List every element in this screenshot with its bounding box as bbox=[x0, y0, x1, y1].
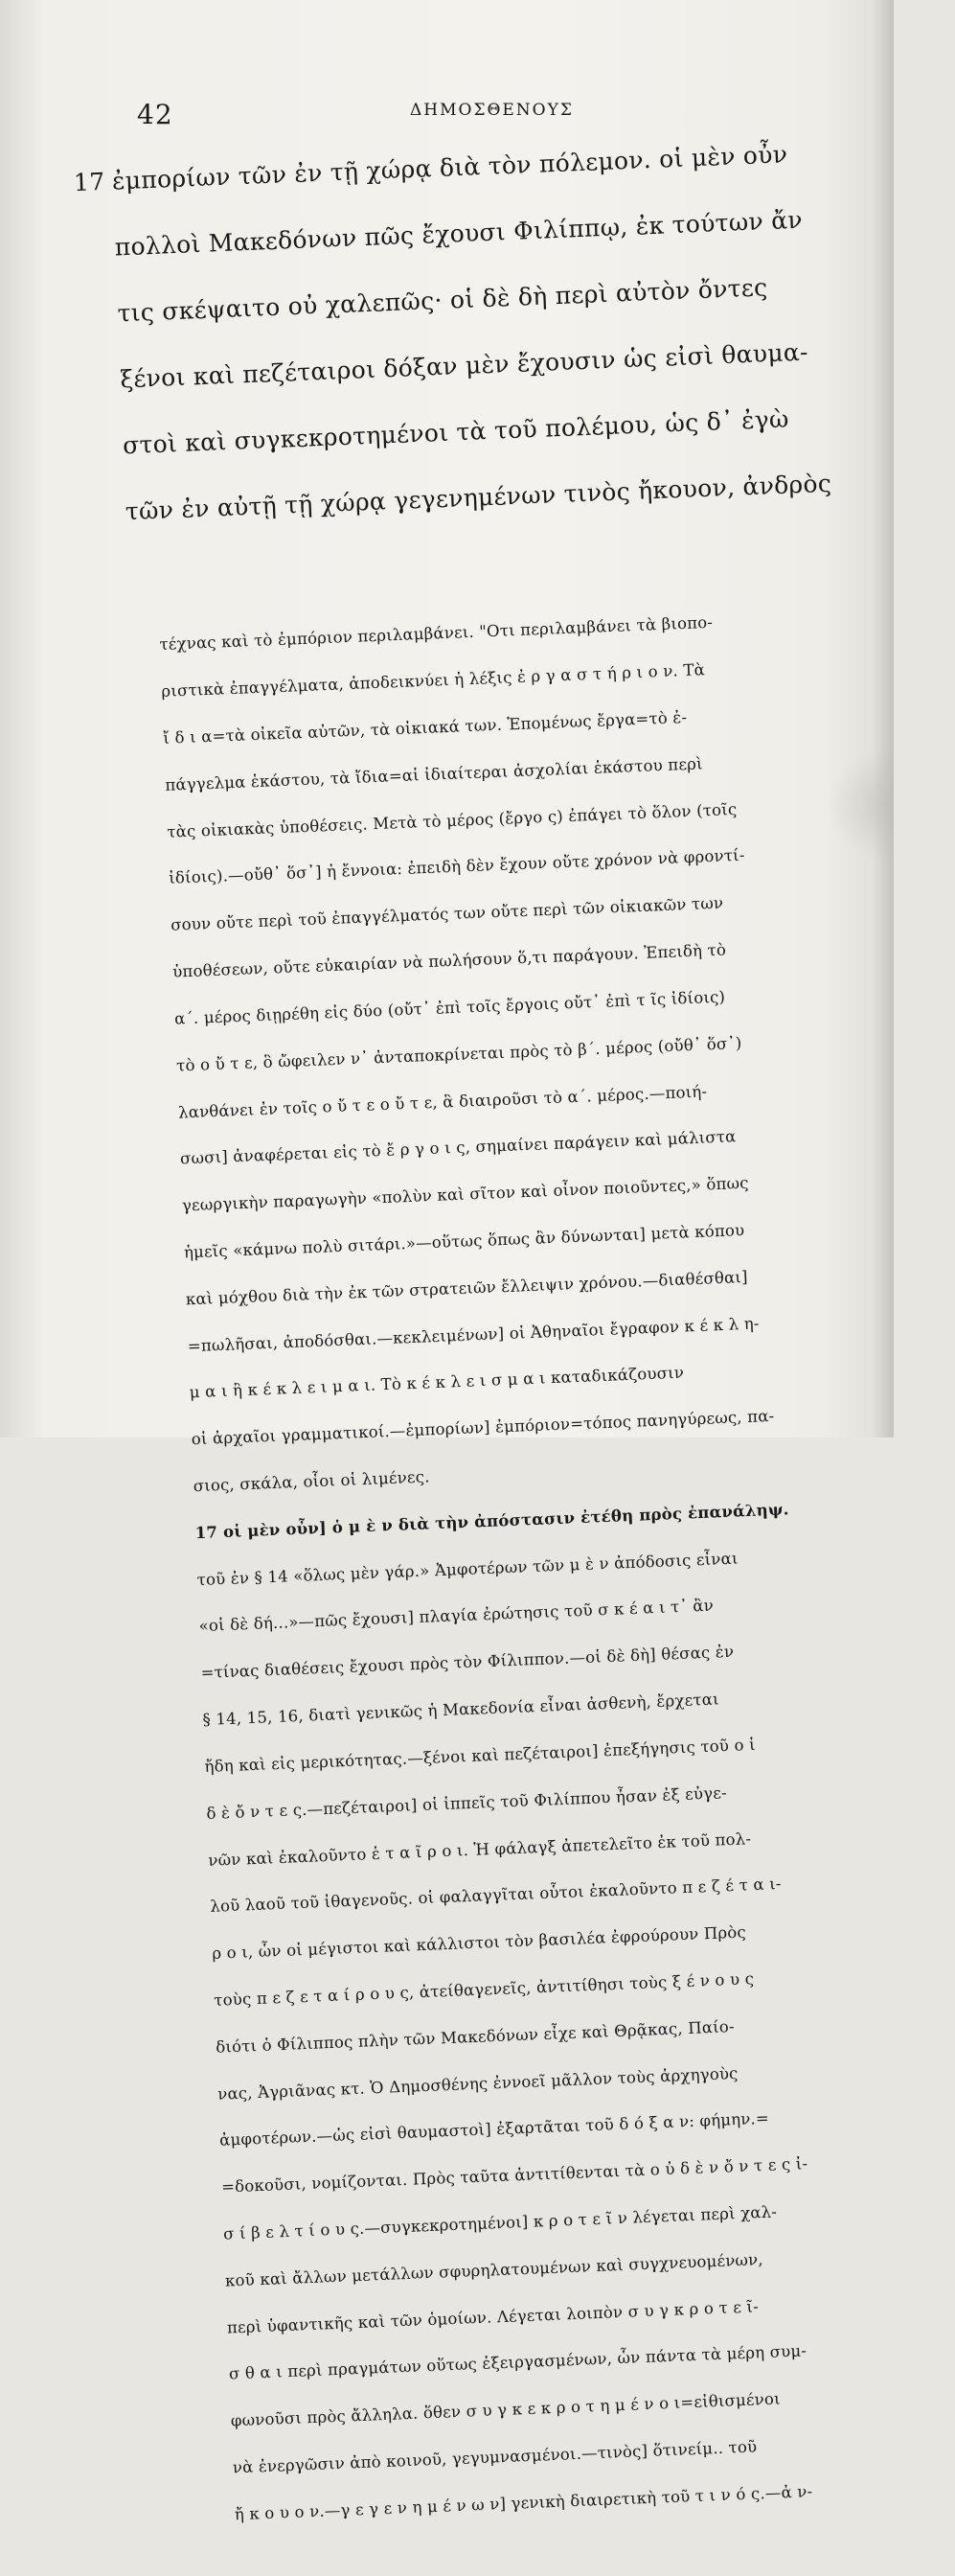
commentary-line: σουν οὔτε περὶ τοῦ ἐπαγγέλματός των οὔτε περὶ τῶν οἰκιακῶν των bbox=[170, 893, 724, 934]
commentary-line: δ ὲ ὄ ν τ ε ς.—πεζέταιροι] οἱ ἱππεῖς τοῦ Φιλίππου ἦσαν ἐξ εὐγε- bbox=[206, 1782, 728, 1823]
page-number: 42 bbox=[137, 99, 173, 130]
commentary-line: ἤδη καὶ εἰς μερικότητας.—ξένοι καὶ πεζέταιροι] ἐπεξήγησις τοῦ ο ἱ bbox=[204, 1735, 757, 1776]
commentary-line: ἤ κ ο υ ο ν.—γ ε γ ε ν η μ έ ν ω ν] γενικὴ διαιρετικὴ τοῦ τ ι ν ό ς.—ἀ ν- bbox=[234, 2482, 813, 2524]
commentary-line: τὰς οἰκιακὰς ὑποθέσεις. Μετὰ τὸ μέρος (ἔργο ς) ἐπάγει τὸ ὅλον (τοῖς bbox=[166, 799, 738, 841]
main-text-line: τις σκέψαιτο οὐ χαλεπῶς· οἱ δὲ δὴ περὶ αὐτὸν ὄντες bbox=[116, 272, 768, 327]
commentary-line: τοῦ ἐν § 14 «ὅλως μὲν γάρ.» Ἀμφοτέρων τῶν μ ὲ ν ἀπόδοσις εἶναι bbox=[196, 1549, 739, 1589]
running-head: ΔΗΜΟΣΘΕΝΟΥΣ bbox=[410, 101, 574, 120]
commentary-line: ἴ δ ι α=τὰ οἰκεῖα αὐτῶν, τὰ οἰκιακά των. Ἑπομένως ἔργα=τὸ ἐ- bbox=[163, 707, 688, 748]
commentary-line: λοῦ λαοῦ τοῦ ἰθαγενοῦς. οἱ φαλαγγῖται οὗτοι ἐκαλοῦντο π ε ζ έ τ α ι- bbox=[210, 1874, 783, 1917]
commentary-line: νας, Ἀγριᾶνας κτ. Ὁ Δημοσθένης ἐννοεῖ μᾶλλον τοὺς ἀρχηγοὺς bbox=[216, 2063, 739, 2104]
commentary-line: τὸ ο ὔ τ ε, ὃ ὤφειλεν ν᾽ ἀνταποκρίνεται πρὸς τὸ β΄. μέρος (οὔθ᾽ ὅσ᾽) bbox=[175, 1033, 742, 1075]
commentary-line: § 14, 15, 16, διατὶ γενικῶς ἡ Μακεδονία εἶναι ἀσθενὴ, ἔρχεται bbox=[202, 1690, 720, 1730]
main-text-line: τῶν ἐν αὐτῇ τῇ χώρᾳ γεγενημένων τινὸς ἤκουον, ἀνδρὸς bbox=[125, 469, 832, 525]
commentary-line: μ α ι ἢ κ έ κ λ ε ι μ α ι. Τὸ κ έ κ λ ε ι σ μ α ι καταδικάζουσιν bbox=[189, 1364, 685, 1402]
commentary-line: ἀμφοτέρων.—ὡς εἰσὶ θαυμαστοὶ] ἐξαρτᾶται τοῦ δ ό ξ α ν: φήμην.= bbox=[218, 2109, 770, 2150]
main-text-line: στοὶ καὶ συγκεκροτημένοι τὰ τοῦ πολέμου, ὡς δ᾽ ἐγὼ bbox=[122, 403, 790, 459]
commentary-line: νὰ ἐνεργῶσιν ἀπὸ κοινοῦ, γεγυμνασμένοι.—τινὸς] ὅτινείμ.. τοῦ bbox=[232, 2437, 758, 2477]
commentary-line: σωσι] ἀναφέρεται εἰς τὸ ἔ ρ γ ο ι ς, σημαίνει παράγειν καὶ μάλιστα bbox=[179, 1127, 737, 1168]
commentary-line: περὶ ὑφαντικῆς καὶ τῶν ὁμοίων. Λέγεται λοιπὸν σ υ γ κ ρ ο τ ε ῖ- bbox=[226, 2296, 760, 2337]
text-block bbox=[73, 102, 955, 2575]
main-text-line: ξένοι καὶ πεζέταιροι δόξαν μὲν ἔχουσιν ὡς εἰσὶ θαυμα- bbox=[119, 337, 809, 393]
commentary-line: διότι ὁ Φίλιππος πλὴν τῶν Μακεδόνων εἶχε καὶ Θρᾷκας, Παίο- bbox=[215, 2016, 736, 2057]
commentary-line: 17 οἱ μὲν οὖν] ὁ μ ὲ ν διὰ τὴν ἀπόστασιν ἐτέθη πρὸς ἐπανάληψ. bbox=[194, 1500, 789, 1543]
commentary-line: α΄. μέρος διῃρέθη εἰς δύο (οὔτ᾽ ἐπὶ τοῖς ἔργοις οὔτ᾽ ἐπὶ τ ῖς ἰδίοις) bbox=[173, 987, 726, 1028]
commentary-line: νῶν καὶ ἐκαλοῦντο ἑ τ α ῖ ρ ο ι. Ἡ φάλαγξ ἀπετελεῖτο ἐκ τοῦ πολ- bbox=[208, 1828, 752, 1870]
commentary-line: πάγγελμα ἑκάστου, τὰ ἴδια=αἱ ἰδιαίτεραι ἀσχολίαι ἑκάστου περὶ bbox=[165, 754, 704, 794]
commentary-line: λανθάνει ἐν τοῖς ο ὔ τ ε ο ὔ τ ε, ἃ διαιροῦσι τὸ α΄. μέρος.—ποιή- bbox=[177, 1081, 708, 1122]
commentary-line: καὶ μόχθου διὰ τὴν ἐκ τῶν στρατειῶν ἔλλειψιν χρόνου.—διαθέσθαι] bbox=[185, 1267, 749, 1309]
commentary-line: οἱ ἀρχαῖοι γραμματικοί.—ἐμπορίων] ἐμπόριον=τόπος πανηγύρεως, πα- bbox=[191, 1407, 775, 1449]
commentary-line: ριστικὰ ἐπαγγέλματα, ἀποδεικνύει ἡ λέξις ἐ ρ γ α σ τ ή ρ ι ο ν. Τὰ bbox=[161, 660, 706, 702]
commentary-line: ἰδίοις).—οὔθ᾽ ὅσ᾽] ἡ ἔννοια: ἐπειδὴ δὲν ἔχουν οὔτε χρόνον νὰ φροντί- bbox=[168, 846, 745, 888]
commentary-line: ρ ο ι, ὧν οἱ μέγιστοι καὶ κάλλιστοι τὸν βασιλέα ἐφρούρουν Πρὸς bbox=[211, 1922, 747, 1964]
commentary-line: γεωργικὴν παραγωγὴν «πολὺν καὶ σῖτον καὶ οἶνον ποιοῦντες,» ὅπως bbox=[181, 1173, 749, 1215]
commentary-line: φωνοῦσι πρὸς ἄλληλα. ὅθεν σ υ γ κ ε κ ρ ο τ η μ έ ν ο ι=εἰθισμένοι bbox=[230, 2389, 782, 2430]
commentary-line: κοῦ καὶ ἄλλων μετάλλων σφυρηλατουμένων καὶ συγχνευομένων, bbox=[224, 2249, 764, 2290]
section-number: 17 bbox=[73, 167, 106, 196]
commentary-line: =δοκοῦσι, νομίζονται. Πρὸς ταῦτα ἀντιτίθενται τὰ ο ὐ δ ὲ ν ὄ ν τ ε ς ἰ- bbox=[220, 2154, 808, 2196]
commentary-line: σ ί β ε λ τ ί ο υ ς.—συγκεκροτημένοι] κ ρ ο τ ε ῖ ν λέγεται περὶ χαλ- bbox=[222, 2202, 778, 2243]
commentary-line: ὑποθέσεων, οὔτε εὐκαιρίαν νὰ πωλήσουν ὅ,τι παράγουν. Ἐπειδὴ τὸ bbox=[171, 940, 727, 981]
main-text-line: 17 ἐμπορίων τῶν ἐν τῇ χώρᾳ διὰ τὸν πόλεμον. οἱ μὲν οὖν bbox=[111, 135, 859, 198]
main-text-line: πολλοὶ Μακεδόνων πῶς ἔχουσι Φιλίππῳ, ἐκ τούτων ἄν bbox=[114, 205, 804, 261]
main-text bbox=[73, 102, 875, 594]
commentary-line: τοὺς π ε ζ ε τ α ί ρ ο υ ς, ἀτείθαγενεῖς, ἀντιτίθησι τοὺς ξ έ ν ο υ ς bbox=[213, 1969, 755, 2010]
commentary-line: «οἱ δὲ δή...»—πῶς ἔχουσι] πλαγία ἐρώτησις τοῦ σ κ έ α ι τ᾽ ἂν bbox=[198, 1597, 715, 1636]
commentary-line: σ θ α ι περὶ πραγμάτων οὕτως ἐξειργασμένων, ὧν πάντα τὰ μέρη συμ- bbox=[228, 2341, 807, 2383]
commentary bbox=[158, 582, 955, 2574]
commentary-line: ἡμεῖς «κάμνω πολὺ σιτάρι.»—οὕτως ὅπως ἂν δύνωνται] μετὰ κόπου bbox=[183, 1220, 745, 1262]
commentary-line: =πωλῆσαι, ἀποδόσθαι.—κεκλειμένων] οἱ Ἀθηναῖοι ἔγραφον κ έ κ λ η- bbox=[187, 1314, 760, 1355]
commentary-line: =τίνας διαθέσεις ἔχουσι πρὸς τὸν Φίλιππον.—οἱ δὲ δὴ] θέσας ἐν bbox=[200, 1643, 735, 1683]
commentary-line: τέχνας καὶ τὸ ἐμπόριον περιλαμβάνει. "Οτι περιλαμβάνει τὰ βιοπο- bbox=[159, 613, 714, 655]
commentary-line: σιος, σκάλα, οἷοι οἱ λιμένες. bbox=[193, 1467, 430, 1496]
